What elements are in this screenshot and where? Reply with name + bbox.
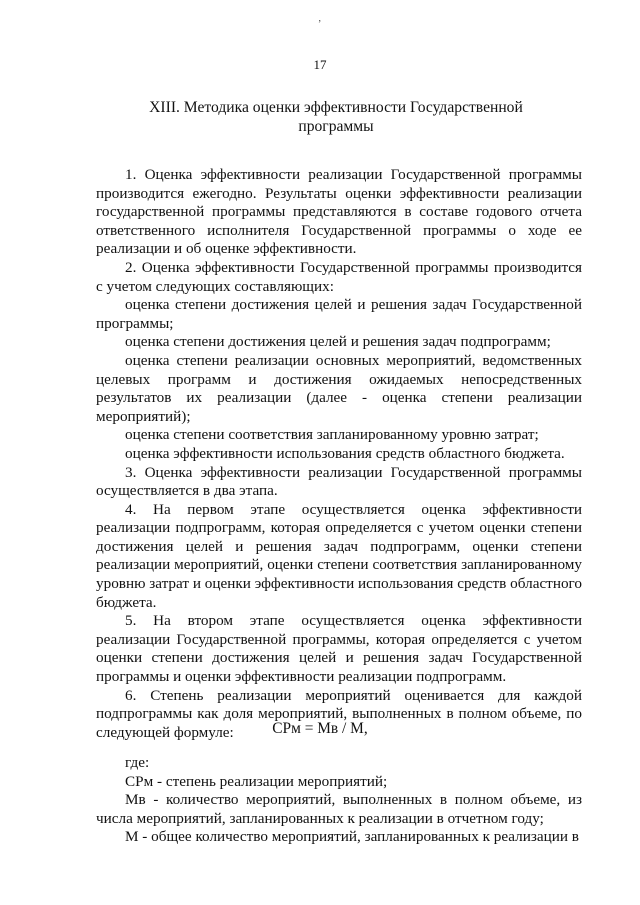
definition-m: М - общее количество мероприятий, запланированных к реализации в [125,828,579,846]
section-heading [96,99,576,136]
section-heading-line-2: программы [298,117,374,135]
page-number: 17 [313,57,327,72]
paragraph-4: оценка степени достижения целей и решения задач подпрограмм; [125,333,551,351]
where-label: где: [125,754,150,771]
formula: СРм = Мв / М, [272,720,368,737]
scan-mark: ʼ [318,19,322,30]
paragraph-2: 2. Оценка эффективности Государственной программы производится с учетом следующих составляющих: [96,258,582,295]
paragraph-10: 5. На втором этапе осуществляется оценка эффективности реализации Государственной программы, которая определяется с учетом оценки степени достижения целей и решения задач Государственной программы и оценки эффективности реализации подпрограмм. [96,612,582,686]
section-heading-line-1: XIII. Методика оценки эффективности Государственной [149,99,523,116]
paragraph-8: 3. Оценка эффективности реализации Государственной программы осуществляется в два этапа. [96,463,582,500]
paragraph-11: 6. Степень реализации мероприятий оценивается для каждой подпрограммы как доля мероприятий, выполненных в полном объеме, по следующей формуле: [96,686,582,741]
paragraph-6: оценка степени соответствия запланированному уровню затрат; [125,426,539,444]
body-text [96,166,582,742]
paragraph-9: 4. На первом этапе осуществляется оценка эффективности реализации подпрограмм, которая определяется с учетом оценки степени достижения целей и решения задач подпрограмм, оценки степени реализации мероприятий, оценки степени соответствия запланированному уровню затрат и оценки эффективности использования средств областного бюджета. [96,500,582,611]
paragraph-3: оценка степени достижения целей и решения задач Государственной программы; [96,296,582,332]
paragraph-5: оценка степени реализации основных мероприятий, ведомственных целевых программ и достижения ожидаемых непосредственных результатов их реализации (далее - оценка степени реализации мероприятий); [96,351,582,425]
paragraph-7: оценка эффективности использования средств областного бюджета. [125,444,565,462]
definition-mv: Мв - количество мероприятий, выполненных в полном объеме, из числа мероприятий, запланированных к реализации в отчетном году; [96,791,582,827]
paragraph-1: 1. Оценка эффективности реализации Государственной программы производится ежегодно. Результаты оценки эффективности реализации государственной программы представляются в составе годового отчета ответственного исполнителя Государственной программы о ходе ее реализации и об оценке эффективности. [96,166,582,258]
definition-srm: СРм - степень реализации мероприятий; [125,772,388,790]
formula-explanation [96,754,582,847]
